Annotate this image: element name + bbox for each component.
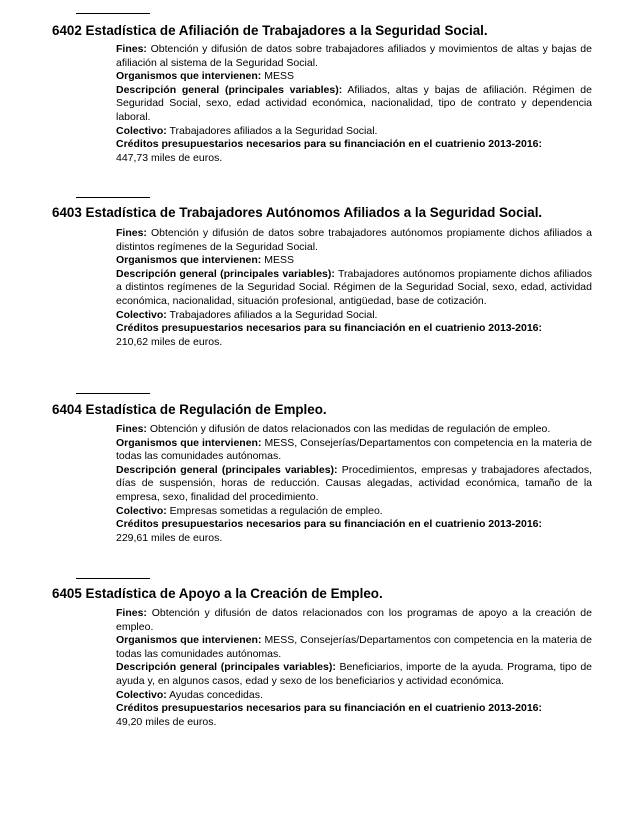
fines-text: Obtención y difusión de datos sobre trabajadores afiliados y movimientos de altas y bajas de afiliación al sistema de la Seguridad Social. bbox=[116, 43, 592, 69]
entry-body bbox=[116, 423, 592, 545]
colectivo-label: Colectivo: bbox=[116, 308, 167, 321]
descripcion-paragraph bbox=[116, 661, 592, 688]
organismos-label: Organismos que intervienen: bbox=[116, 436, 262, 449]
descripcion-label: Descripción general (principales variables): bbox=[116, 267, 335, 280]
colectivo-text: Trabajadores afiliados a la Seguridad Social. bbox=[166, 124, 378, 137]
fines-paragraph bbox=[116, 227, 592, 254]
creditos-label-paragraph bbox=[116, 518, 592, 532]
organismos-label: Organismos que intervienen: bbox=[116, 634, 262, 647]
organismos-text: MESS, Consejerías/Departamentos con competencia en la materia de todas las comunidades autónomas. bbox=[116, 436, 592, 463]
fines-paragraph bbox=[116, 423, 592, 437]
descripcion-text: Afiliados, altas y bajas de afiliación. Régimen de Seguridad Social, sexo, edad actividad económica, nacionalidad, tipo de contrato y dependencia laboral. bbox=[116, 83, 592, 123]
colectivo-label: Colectivo: bbox=[116, 688, 167, 701]
entry-title: 6402 Estadística de Afiliación de Trabajadores a la Seguridad Social. bbox=[52, 23, 488, 38]
creditos-amount: 447,73 miles de euros. bbox=[116, 151, 223, 164]
fines-text: Obtención y difusión de datos sobre trabajadores autónomos propiamente dichos afiliados a distintos regímenes de la Seguridad Social. bbox=[116, 227, 592, 253]
creditos-label: Créditos presupuestarios necesarios para su financiación en el cuatrienio 2013-2016: bbox=[116, 138, 542, 151]
section-rule bbox=[76, 578, 150, 579]
fines-label: Fines: bbox=[116, 43, 147, 55]
descripcion-label: Descripción general (principales variables): bbox=[116, 661, 336, 674]
descripcion-label: Descripción general (principales variables): bbox=[116, 463, 338, 476]
descripcion-text: Beneficiarios, importe de la ayuda. Programa, tipo de ayuda y, en algunos casos, edad y sexo de los beneficiarios y actividad económica. bbox=[116, 661, 593, 687]
descripcion-text: Procedimientos, empresas y trabajadores afectados, días de suspensión, horas de reducción. Causas alegadas, actividad económica, tamaño de la empresa, sexo, finalidad del procedimiento. bbox=[116, 463, 592, 503]
fines-paragraph bbox=[116, 43, 592, 70]
colectivo-label: Colectivo: bbox=[116, 504, 167, 517]
organismos-text: MESS, Consejerías/Departamentos con competencia en la materia de todas las comunidades autónomas. bbox=[116, 634, 592, 660]
colectivo-paragraph bbox=[116, 125, 592, 139]
creditos-label: Créditos presupuestarios necesarios para su financiación en el cuatrienio 2013-2016: bbox=[116, 702, 542, 715]
organismos-paragraph bbox=[116, 634, 592, 661]
organismos-paragraph bbox=[116, 70, 592, 84]
colectivo-paragraph bbox=[116, 309, 592, 323]
entry-title: 6404 Estadística de Regulación de Empleo. bbox=[52, 402, 327, 417]
creditos-label-paragraph bbox=[116, 702, 592, 716]
entry-title: 6405 Estadística de Apoyo a la Creación de Empleo. bbox=[52, 586, 383, 601]
entry-body bbox=[116, 607, 592, 729]
fines-label: Fines: bbox=[116, 227, 147, 239]
organismos-label: Organismos que intervienen: bbox=[116, 70, 262, 83]
fines-label: Fines: bbox=[116, 423, 147, 435]
descripcion-paragraph bbox=[116, 84, 592, 125]
entry-body bbox=[116, 43, 592, 165]
descripcion-paragraph bbox=[116, 464, 592, 505]
organismos-paragraph bbox=[116, 437, 592, 464]
descripcion-text: Trabajadores autónomos propiamente dichos afiliados a distintos regímenes de la Seguridad Social. Régimen de la Seguridad Social, sexo, edad, actividad económica, nacionalidad, situación profesional, antigüedad, base de cotización. bbox=[116, 267, 592, 307]
colectivo-label: Colectivo: bbox=[116, 124, 167, 137]
creditos-label-paragraph bbox=[116, 138, 592, 152]
organismos-paragraph bbox=[116, 254, 592, 268]
colectivo-text: Empresas sometidas a regulación de empleo. bbox=[166, 504, 383, 517]
organismos-text: MESS bbox=[261, 254, 294, 267]
creditos-label: Créditos presupuestarios necesarios para su financiación en el cuatrienio 2013-2016: bbox=[116, 518, 542, 531]
section-rule bbox=[76, 13, 150, 14]
creditos-label-paragraph bbox=[116, 322, 592, 336]
organismos-text: MESS bbox=[261, 70, 294, 83]
descripcion-label: Descripción general (principales variables): bbox=[116, 83, 343, 96]
entry-title: 6403 Estadística de Trabajadores Autónomos Afiliados a la Seguridad Social. bbox=[52, 205, 543, 220]
colectivo-text: Trabajadores afiliados a la Seguridad Social. bbox=[166, 308, 378, 321]
colectivo-paragraph bbox=[116, 505, 592, 519]
entry-body bbox=[116, 227, 592, 349]
fines-text: Obtención y difusión de datos relacionados con los programas de apoyo a la creación de empleo. bbox=[116, 607, 592, 633]
descripcion-paragraph bbox=[116, 268, 592, 309]
colectivo-text: Ayudas concedidas. bbox=[166, 688, 263, 701]
creditos-amount: 210,62 miles de euros. bbox=[116, 335, 223, 348]
organismos-label: Organismos que intervienen: bbox=[116, 254, 262, 267]
colectivo-paragraph bbox=[116, 689, 592, 703]
fines-paragraph bbox=[116, 607, 592, 634]
creditos-amount: 49,20 miles de euros. bbox=[116, 715, 217, 728]
section-rule bbox=[76, 197, 150, 198]
fines-text: Obtención y difusión de datos relacionados con las medidas de regulación de empleo. bbox=[146, 423, 551, 435]
creditos-label: Créditos presupuestarios necesarios para su financiación en el cuatrienio 2013-2016: bbox=[116, 322, 542, 335]
creditos-amount: 229,61 miles de euros. bbox=[116, 531, 223, 544]
section-rule bbox=[76, 393, 150, 394]
fines-label: Fines: bbox=[116, 607, 147, 619]
